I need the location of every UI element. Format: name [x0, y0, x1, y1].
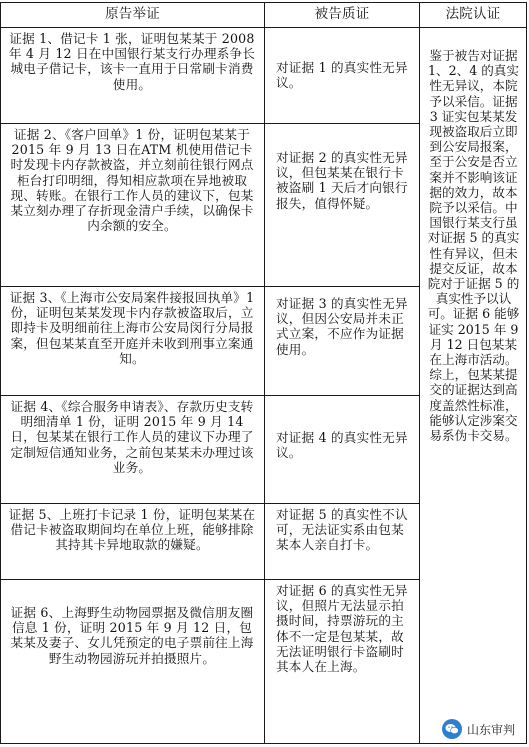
header-court-verdict: 法院认证 [445, 6, 501, 22]
row-6-evidence: 证据 6、上海野生动物园票据及微信朋友圈信息 1 份，证明 2015 年 9 月 12 日，包某某及妻子、女儿凭预定的电子票前往上海野生动物园游玩并拍摄照片。 [10, 605, 254, 666]
table-border-right [526, 2, 527, 744]
row-4-evidence: 证据 4、《综合服务申请表》、存款历史支转明细清单 1 份，证明 2015 年 9 月 14 日，包某某在银行工作人员的建议下办理了定制短信通知业务，之前包某某未办理过该业务。 [10, 399, 254, 475]
wechat-logo-icon [442, 719, 462, 739]
row-1-evidence: 证据 1、借记卡 1 张，证明包某某于 2008 年 4 月 12 日在中国银行某支行办理系争长城电子借记卡，该卡一直用于日常刷卡消费使用。 [8, 31, 256, 92]
header-defendant-cross-exam: 被告质证 [314, 6, 370, 22]
table-border-bottom [0, 743, 527, 744]
row-divider-2 [0, 286, 420, 287]
header-plaintiff-evidence: 原告举证 [105, 6, 160, 22]
row-6-cross-exam: 对证据 6 的真实性无异议，但照片无法显示拍摄时间，持票游玩的主体不一定是包某某，故无法证明银行卡盗刷时其本人在上海。 [276, 583, 408, 675]
column-divider-2 [419, 2, 420, 744]
row-3-evidence: 证据 3、《上海市公安局案件接报回执单》1 份，证明包某某发现卡内存款被盗取后，立即持卡及明细前往上海市公安局闵行分局报案，但包某某直至开庭并未收到刑事立案通知。 [9, 290, 255, 366]
column-divider-1 [264, 2, 265, 744]
header-divider [0, 27, 527, 28]
row-divider-5 [0, 579, 420, 580]
row-5-cross-exam: 对证据 5 的真实性不认可，无法证实系由包某某本人亲自打卡。 [276, 507, 408, 553]
row-4-cross-exam: 对证据 4 的真实性无异议。 [276, 430, 408, 461]
row-divider-4 [0, 503, 420, 504]
row-2-evidence: 证据 2、《客户回单》1 份，证明包某某于 2015 年 9 月 13 日在ATM 机使用借记卡时发现卡内存款被盗，并立刻前往银行网点柜台打印明细，得知相应款项在异地被取现、转账。在银行工作人员的建议下，包某某立刻办理了存折现金清户手续，以确保卡内余额的安全。 [10, 127, 254, 234]
row-2-cross-exam: 对证据 2 的真实性无异议，但包某某在银行卡被盗刷 1 天后才向银行报失，值得怀疑。 [276, 150, 408, 211]
row-3-cross-exam: 对证据 3 的真实性无异议，但因公安局并未正式立案，不应作为证据使用。 [276, 296, 408, 357]
table-border-left [0, 2, 1, 744]
watermark-text: 山东审判 [466, 722, 515, 737]
row-divider-1 [0, 123, 420, 124]
row-5-evidence: 证据 5、上班打卡记录 1 份，证明包某某在借记卡被盗取期间均在单位上班，能够排除其持其卡异地取款的嫌疑。 [8, 507, 256, 553]
row-divider-3 [0, 395, 420, 396]
table-border-top [0, 2, 527, 3]
court-verdict-text: 鉴于被告对证据 1、2、4 的真实性无异议，本院予以采信。证据 3 证实包某某发现被盗取后立即到公安局报案，至于公安是否立案并不影响该证据的效力，故本院予以采信。中国银行某支行虽对证据 5 的真实性有异议，但未提交反证，故本院对于证据 5 的真实性予以认可。证据 6 能够证实 2015 年 9 月 12 日包某某在上海市活动。综上，包某某提交的证据达到高度盖然性标准，能够认定涉案交易系伪卡交易。 [427, 48, 520, 444]
row-1-cross-exam: 对证据 1 的真实性无异议。 [276, 60, 408, 91]
wechat-watermark [442, 718, 515, 740]
